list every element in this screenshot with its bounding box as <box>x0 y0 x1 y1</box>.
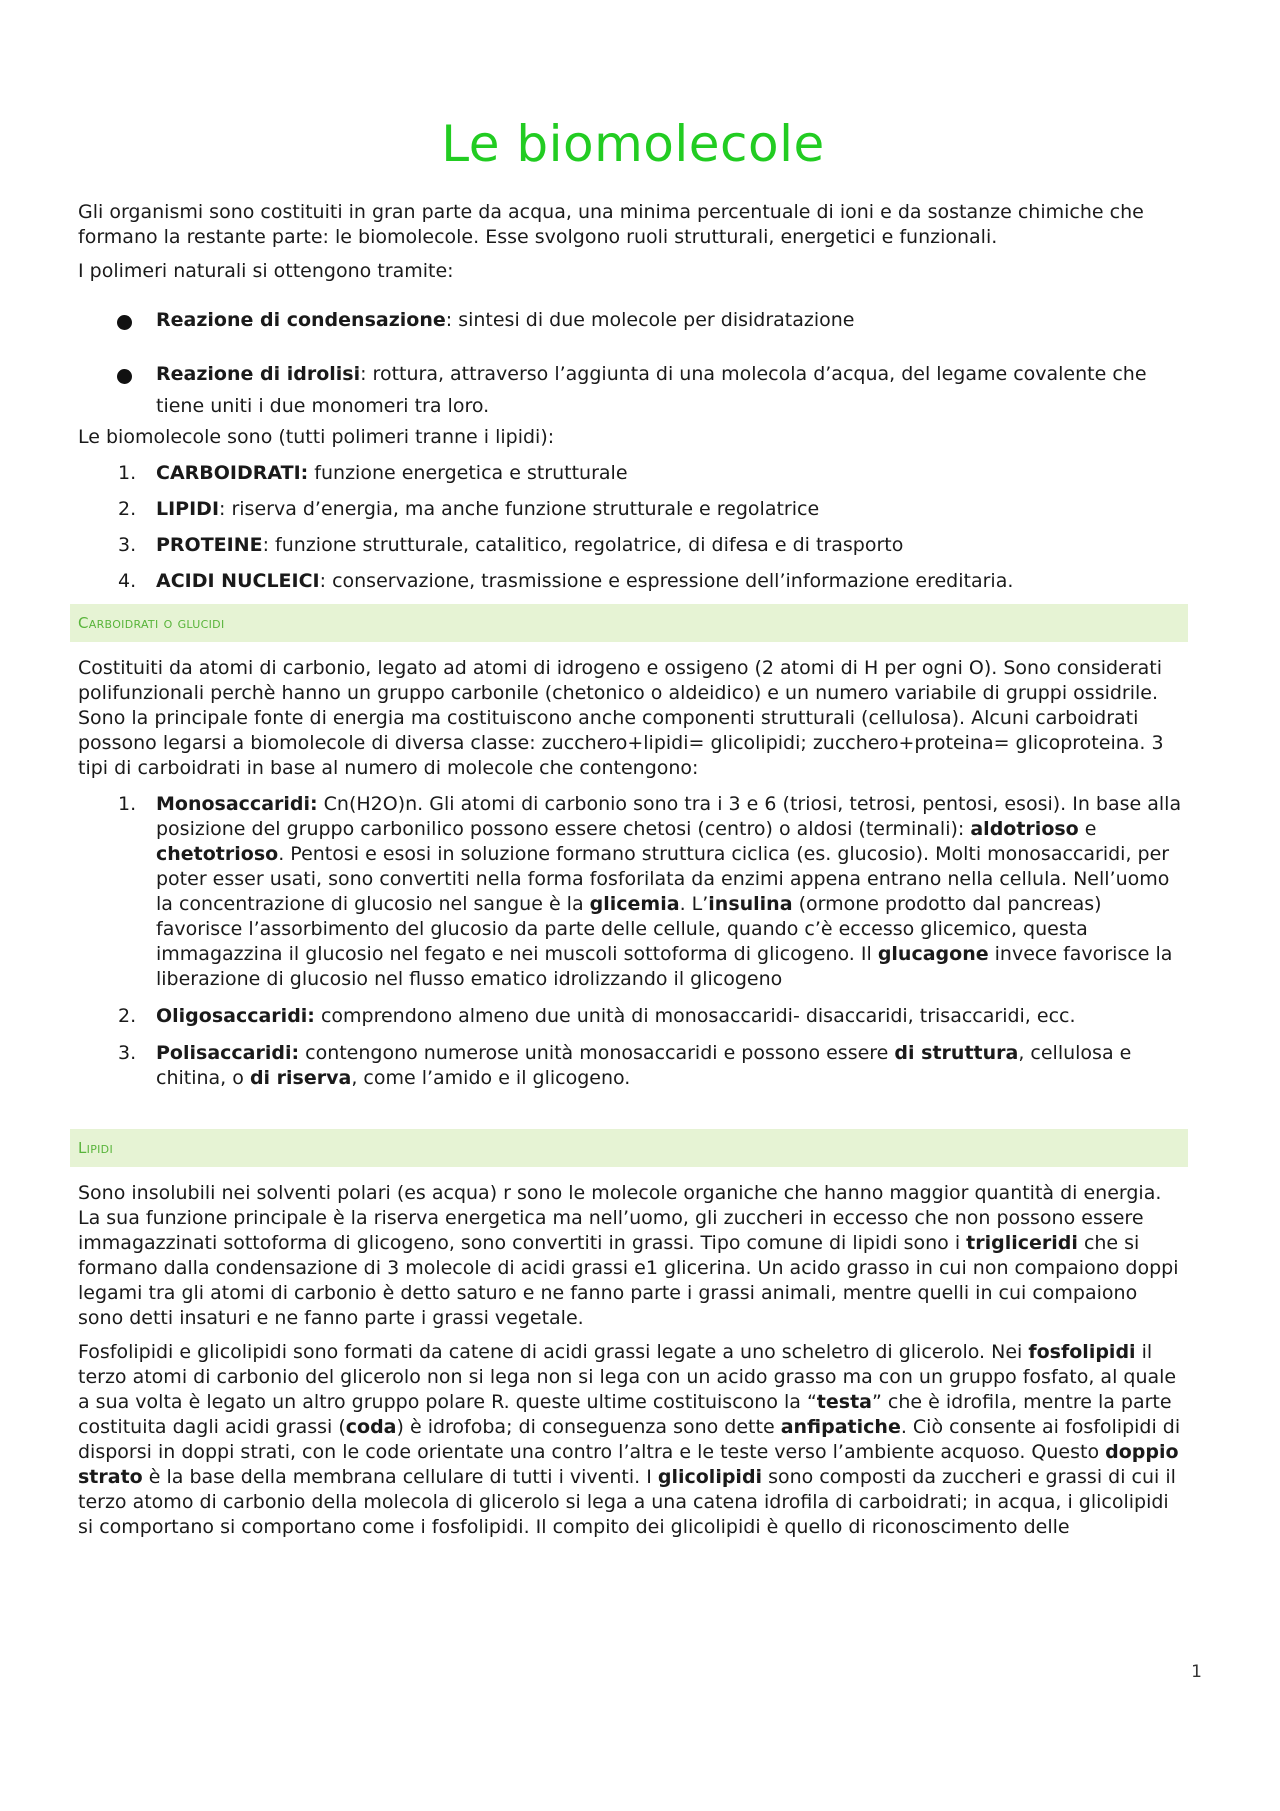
list-item: 1. Monosaccaridi: Cn(H2O)n. Gli atomi di carbonio sono tra i 3 e 6 (triosi, tetrosi, pentosi, esosi). In base alla posizione del gruppo carbonilico possono essere chetosi (centro) o aldosi (terminali): aldotrioso e chetotrioso. Pentosi e esosi in soluzione formano struttura ciclica (es. glucosio). Molti monosaccaridi, per poter esser usati, sono convertiti nella forma fosforilata da enzimi appena entrano nella cellula. Nell’uomo la concentrazione di glucosio nel sangue è la glicemia. L’insulina (ormone prodotto dal pancreas) favorisce l’assorbimento del glucosio da parte delle cellule, quando c’è eccesso glicemico, questa immagazzina il glucosio nel fegato e nei muscoli sottoforma di glicogeno. Il glucagone invece favorisce la liberazione di glucosio nel flusso ematico idrolizzando il glicogeno <box>118 793 1182 990</box>
list-item: 4. ACIDI NUCLEICI: conservazione, trasmissione e espressione dell’informazione ereditaria. <box>118 570 1014 592</box>
carboidrati-paragraph: Costituiti da atomi di carbonio, legato ad atomi di idrogeno e ossigeno (2 atomi di H per ogni O). Sono considerati polifunzionali perchè hanno un gruppo carbonile (chetonico o aldeidico) e un numero variabile di gruppi ossidrile. Sono la principale fonte di energia ma costituiscono anche componenti strutturali (cellulosa). Alcuni carboidrati possono legarsi a biomolecole di diversa classe: zucchero+lipidi= glicolipidi; zucchero+proteina= glicoproteina. 3 tipi di carboidrati in base al numero di molecole che contengono: <box>78 657 1164 779</box>
reaction-list <box>78 304 1188 422</box>
list-item: 3. Polisaccaridi: contengono numerose unità monosaccaridi e possono essere di struttura, cellulosa e chitina, o di riserva, come l’amido e il glicogeno. <box>118 1042 1132 1089</box>
page-title: Le biomolecole <box>441 115 825 173</box>
section-heading-carboidrati: Carboidrati o glucidi <box>70 604 1188 642</box>
lipidi-paragraph-1: Sono insolubili nei solventi polari (es acqua) r sono le molecole organiche che hanno maggior quantità di energia. La sua funzione principale è la riserva energetica ma nell’uomo, gli zuccheri in eccesso che non possono essere immagazzinati sottoforma di glicogeno, sono convertiti in grassi. Tipo comune di lipidi sono i trigliceridi che si formano dalla condensazione di 3 molecole di acidi grassi e1 glicerina. Un acido grasso in cui non compaiono doppi legami tra gli atomi di carbonio è detto saturo e ne fanno parte i grassi animali, mentre quelli in cui compaiono sono detti insaturi e ne fanno parte i grassi vegetale. <box>78 1182 1179 1329</box>
carboidrati-types-list <box>78 792 1188 1091</box>
term-bold: Reazione di condensazione <box>156 309 446 331</box>
list-item: 2. LIPIDI: riserva d’energia, ma anche funzione strutturale e regolatrice <box>118 498 820 520</box>
list-number: 4. <box>118 570 137 592</box>
list-number: 1. <box>118 462 137 484</box>
polymers-intro: I polimeri naturali si ottengono tramite: <box>78 260 454 282</box>
list-item: 2. Oligosaccaridi: comprendono almeno due unità di monosaccaridi- disaccaridi, trisaccaridi, ecc. <box>118 1005 1076 1027</box>
page-number: 1 <box>1191 1662 1202 1682</box>
list-number: 3. <box>118 534 137 556</box>
term-bold: Reazione di idrolisi <box>156 363 361 385</box>
lipidi-paragraph-2: Fosfolipidi e glicolipidi sono formati da catene di acidi grassi legate a uno scheletro di glicerolo. Nei fosfolipidi il terzo atomi di carbonio del glicerolo non si lega non si lega con un acido grasso ma con un gruppo fosfato, al quale a sua volta è legato un altro gruppo polare R. queste ultime costituiscono la “testa” che è idrofila, mentre la parte costituita dagli acidi grassi (coda) è idrofoba; di conseguenza sono dette anfipatiche. Ciò consente ai fosfolipidi di disporsi in doppi strati, con le code orientate una contro l’altra e le teste verso l’ambiente acquoso. Questo doppio strato è la base della membrana cellulare di tutti i viventi. I glicolipidi sono composti da zuccheri e grassi di cui il terzo atomo di carbonio della molecola di glicerolo si lega a una catena idrofila di carboidrati; in acqua, i glicolipidi si comportano si comportano come i fosfolipidi. Il compito dei glicolipidi è quello di riconoscimento delle <box>78 1341 1181 1538</box>
list-number: 2. <box>118 498 137 520</box>
list-item: 3. PROTEINE: funzione strutturale, catalitico, regolatrice, di difesa e di trasporto <box>118 534 904 556</box>
biomolecules-list <box>78 461 1188 594</box>
intro-paragraph: Gli organismi sono costituiti in gran parte da acqua, una minima percentuale di ioni e da sostanze chimiche che formano la restante parte: le biomolecole. Esse svolgono ruoli strutturali, energetici e funzionali. <box>78 201 1144 248</box>
list-item: Reazione di idrolisi: rottura, attraverso l’aggiunta di una molecola d’acqua, del legame covalente che tiene uniti i due monomeri tra loro. <box>116 358 1188 422</box>
list-number: 1. <box>118 793 137 815</box>
list-number: 2. <box>118 1005 137 1027</box>
list-item: Reazione di condensazione: sintesi di due molecole per disidratazione <box>116 304 1188 336</box>
list-number: 3. <box>118 1042 137 1064</box>
biomolecules-intro: Le biomolecole sono (tutti polimeri tranne i lipidi): <box>78 426 555 448</box>
list-item: 1. CARBOIDRATI: funzione energetica e strutturale <box>118 462 628 484</box>
section-heading-lipidi: Lipidi <box>70 1129 1188 1167</box>
